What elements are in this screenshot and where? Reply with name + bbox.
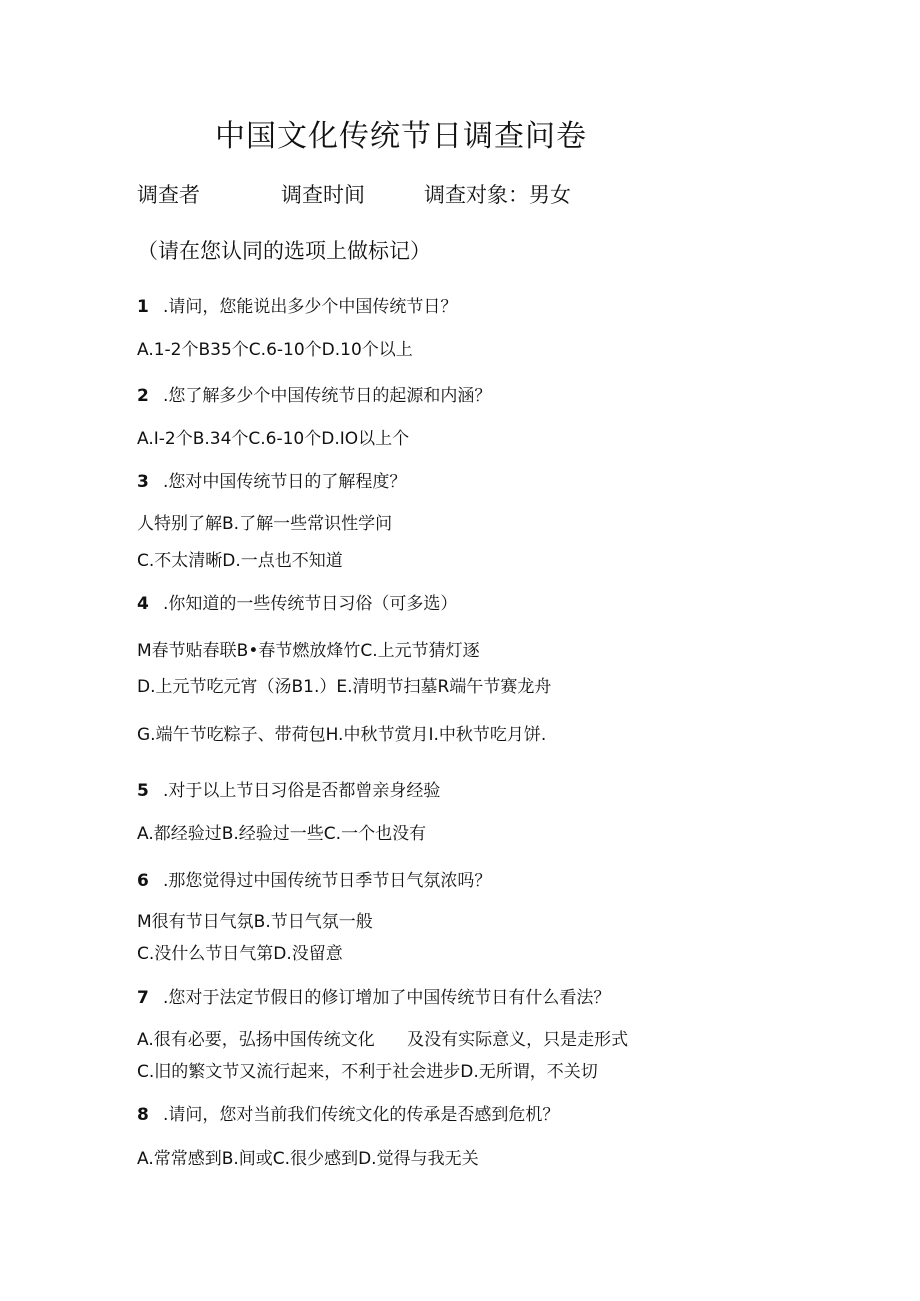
question-number: 8 (137, 1105, 149, 1125)
question-7-option-line-1 (137, 1032, 628, 1049)
question-number: 3 (137, 472, 149, 492)
question-text: .请问，您能说出多少个中国传统节日？ (163, 297, 458, 317)
question-4 (137, 596, 457, 613)
question-text: .请问，您对当前我们传统文化的传承是否感到危机？ (163, 1105, 560, 1125)
question-3 (137, 474, 406, 491)
question-4-option-line-2: D.上元节吃元宵（汤B1.）E.清明节扫墓R端午节赛龙舟 (137, 677, 552, 697)
instruction-text: （请在您认同的选项上做标记） (137, 239, 431, 263)
question-7 (137, 990, 610, 1007)
question-4-option-line-1: M春节贴春联B•春节燃放烽竹C.上元节猜灯逐 (137, 641, 480, 661)
header-survey-time: 调查时间 (281, 183, 365, 207)
question-number: 5 (137, 781, 149, 801)
header-surveyor: 调查者 (137, 183, 200, 207)
question-number: 7 (137, 988, 149, 1008)
question-1-options: A.1-2个B35个C.6-10个D.10个以上 (137, 340, 413, 360)
option-text: A.很有必要，弘扬中国传统文化 及没有实际意义，只是走形式 (137, 1030, 629, 1050)
question-text: .对于以上节日习俗是否都曾亲身经验 (163, 781, 441, 801)
question-text: .你知道的一些传统节日习俗（可多选） (163, 594, 458, 614)
question-3-option-line-2: C.不太清晰D.一点也不知道 (137, 551, 343, 571)
question-6-option-line-2: C.没什么节日气第D.没留意 (137, 944, 343, 964)
question-2 (137, 388, 491, 405)
question-text: .您对中国传统节日的了解程度？ (163, 472, 407, 492)
question-3-option-line-1: 人特别了解B.了解一些常识性学问 (137, 514, 393, 534)
question-text: .您对于法定节假日的修订增加了中国传统节日有什么看法？ (163, 988, 611, 1008)
question-8-options: A.常常感到B.间或C.很少感到D.觉得与我无关 (137, 1149, 479, 1169)
question-5 (137, 783, 440, 800)
question-number: 6 (137, 871, 149, 891)
question-6-option-line-1: M很有节日气氛B.节日气氛一般 (137, 912, 373, 932)
question-text: .那您觉得过中国传统节日季节日气氛浓吗？ (163, 871, 492, 891)
header-survey-target: 调查对象：男女 (424, 183, 571, 207)
question-number: 2 (137, 386, 149, 406)
question-7-option-line-2: C.旧的繁文节又流行起来，不利于社会进步D.无所谓，不关切 (137, 1062, 598, 1082)
page-title: 中国文化传统节日调查问卷 (215, 119, 587, 154)
question-number: 1 (137, 297, 149, 317)
question-text: .您了解多少个中国传统节日的起源和内涵？ (163, 386, 492, 406)
question-4-option-line-3: G.端午节吃粽子、带荷包H.中秋节赏月I.中秋节吃月饼. (137, 725, 547, 745)
question-6 (137, 873, 491, 890)
question-1 (137, 299, 457, 316)
question-8 (137, 1107, 559, 1124)
question-2-options: A.I-2个B.34个C.6-10个D.IO以上个 (137, 429, 410, 449)
question-number: 4 (137, 594, 149, 614)
question-5-options: A.都经验过B.经验过一些C.一个也没有 (137, 824, 427, 844)
